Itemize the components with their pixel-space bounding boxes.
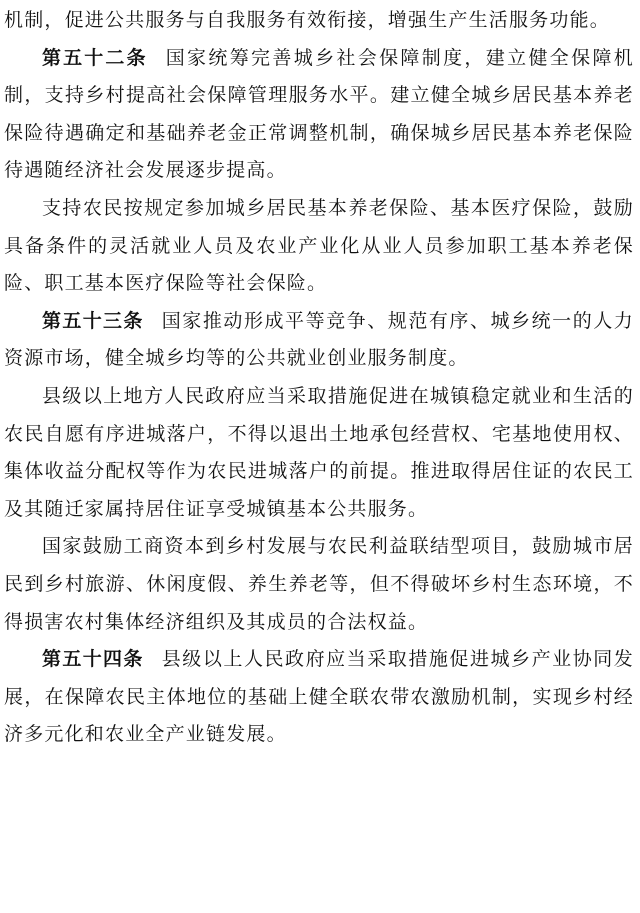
paragraph-text: 机制，促进公共服务与自我服务有效衔接，增强生产生活服务功能。 <box>4 9 611 31</box>
article-52-paragraph <box>4 40 634 190</box>
article-number: 第五十二条 <box>42 46 148 69</box>
paragraph <box>4 528 634 641</box>
article-53-paragraph <box>4 303 634 378</box>
paragraph-text: 国家统筹完善城乡社会保障制度，建立健全保障机制，支持乡村提高社会保障管理服务水平。建立健全城乡居民基本养老保险待遇确定和基础养老金正常调整机制，确保城乡居民基本养老保险待遇随经济社会发展逐步提高。 <box>4 46 634 182</box>
article-number: 第五十三条 <box>42 309 144 332</box>
paragraph-text: 县级以上地方人民政府应当采取措施促进在城镇稳定就业和生活的农民自愿有序进城落户，不得以退出土地承包经营权、宅基地使用权、集体收益分配权等作为农民进城落户的前提。推进取得居住证的农民工及其随迁家属持居住证享受城镇基本公共服务。 <box>4 384 634 520</box>
article-54-paragraph <box>4 641 634 754</box>
paragraph-text: 国家推动形成平等竞争、规范有序、城乡统一的人力资源市场，健全城乡均等的公共就业创业服务制度。 <box>4 309 634 370</box>
paragraph-continuation <box>4 2 634 40</box>
paragraph-text: 支持农民按规定参加城乡居民基本养老保险、基本医疗保险，鼓励具备条件的灵活就业人员及农业产业化从业人员参加职工基本养老保险、职工基本医疗保险等社会保险。 <box>4 196 634 295</box>
paragraph <box>4 378 634 528</box>
paragraph-text: 国家鼓励工商资本到乡村发展与农民利益联结型项目，鼓励城市居民到乡村旅游、休闲度假、养生养老等，但不得破坏乡村生态环境，不得损害农村集体经济组织及其成员的合法权益。 <box>4 535 634 633</box>
paragraph-text: 县级以上人民政府应当采取措施促进城乡产业协同发展，在保障农民主体地位的基础上健全联农带农激励机制，实现乡村经济多元化和农业全产业链发展。 <box>4 648 634 746</box>
document-page <box>0 2 640 913</box>
paragraph <box>4 190 634 303</box>
article-number: 第五十四条 <box>42 648 144 671</box>
